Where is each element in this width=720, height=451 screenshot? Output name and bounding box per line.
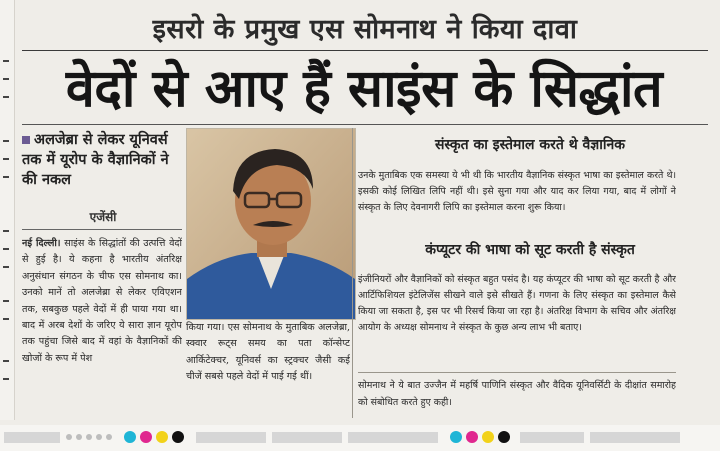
- article-column-2: किया गया। एस सोमनाथ के मुताबिक अलजेब्रा, स्क्वार रूट्स समय का पता कॉन्सेप्ट आर्किटेक्चर, यूनिवर्स का स्ट्रक्चर जैसी कई चीजें सबसे पहले वेदों में पाई गई थीं।: [186, 322, 350, 383]
- sidebar-heading: अलजेब्रा से लेकर यूनिवर्स तक में यूरोप के वैज्ञानिकों ने की नकल: [22, 132, 169, 188]
- gray-dot: [76, 434, 82, 440]
- section-1-text: उनके मुताबिक एक समस्या ये भी थी कि भारतीय वैज्ञानिक संस्कृत भाषा का इस्तेमाल करते थे। इसकी कोई लिखित लिपि नहीं थी। इसे सुना गया और याद कर लिया गया, बाद में लोगों ने संस्कृत के लिए देवनागरी लिपि का इस्तेमाल करना शुरू किया।: [358, 170, 676, 213]
- gray-bar: [4, 432, 60, 443]
- gray-dot: [106, 434, 112, 440]
- gray-dot: [96, 434, 102, 440]
- gray-dot: [86, 434, 92, 440]
- dateline: नई दिल्ली।: [22, 238, 61, 249]
- section-heading-computer-language: कंप्यूटर की भाषा को सूट करती है संस्कृत: [425, 242, 635, 258]
- somnath-photo: [186, 128, 356, 320]
- section-2-text: इंजीनियरों और वैज्ञानिकों को संस्कृत बहुत पसंद है। यह कंप्यूटर की भाषा को सूट करती है और आर्टिफिशियल इंटेलिजेंस सीखने वाले इसे सीखते हैं। गणना के लिए संस्कृत का इस्तेमाल कैसे किया जा सकता है, इस पर भी रिसर्च किया जा रहा है। अंतरिक्ष विभाग के सचिव और अंतरिक्ष आयोग के अध्यक्ष सोमनाथ ने संस्कृत के कुछ अन्य लाभ भी बताए।: [358, 274, 676, 333]
- gray-bar: [520, 432, 584, 443]
- column-divider: [352, 128, 353, 418]
- gray-bar: [590, 432, 680, 443]
- magenta-registration-dot-2: [466, 431, 478, 443]
- cyan-registration-dot: [124, 431, 136, 443]
- byline-rule: [22, 229, 182, 230]
- gray-bar: [272, 432, 342, 443]
- yellow-registration-dot-2: [482, 431, 494, 443]
- magenta-registration-dot: [140, 431, 152, 443]
- left-gutter: [0, 0, 15, 420]
- gray-bar: [348, 432, 438, 443]
- bottom-section-rule: [358, 372, 676, 373]
- headline-bottom-rule: [22, 124, 708, 125]
- black-registration-dot: [172, 431, 184, 443]
- article-column-1: [22, 236, 182, 416]
- portrait-image: [187, 129, 355, 319]
- byline: एजेंसी: [89, 210, 117, 224]
- yellow-registration-dot: [156, 431, 168, 443]
- section-2-closing-text: सोमनाथ ने ये बात उज्जैन में महर्षि पाणिनि संस्कृत और वैदिक यूनिवर्सिटी के दीक्षांत समारोह को संबोधित करते हुए कही।: [358, 380, 676, 408]
- gray-bar: [196, 432, 266, 443]
- main-headline: वेदों से आए हैं साइंस के सिद्धांत: [65, 58, 663, 119]
- cyan-registration-dot-2: [450, 431, 462, 443]
- square-bullet-icon: [22, 136, 30, 144]
- section-heading-sanskrit-usage: संस्कृत का इस्तेमाल करते थे वैज्ञानिक: [434, 137, 626, 153]
- column-1-text: साइंस के सिद्धांतों की उत्पत्ति वेदों से हुई है। ये कहना है भारतीय अंतरिक्ष अनुसंधान संगठन के चीफ एस सोमनाथ का। उनको मानें तो अलजेब्रा से लेकर एविएशन तक, सबकुछ पहले वेदों में ही पाया गया था। बाद में अरब देशों के जरिए ये सारा ज्ञान यूरोप तक पहुंचा जिसे बाद में वहां के वैज्ञानिकों की खोजों के रूप में पेश: [22, 238, 182, 364]
- black-registration-dot-2: [498, 431, 510, 443]
- gray-dot: [66, 434, 72, 440]
- kicker-headline: इसरो के प्रमुख एस सोमनाथ ने किया दावा: [152, 13, 578, 45]
